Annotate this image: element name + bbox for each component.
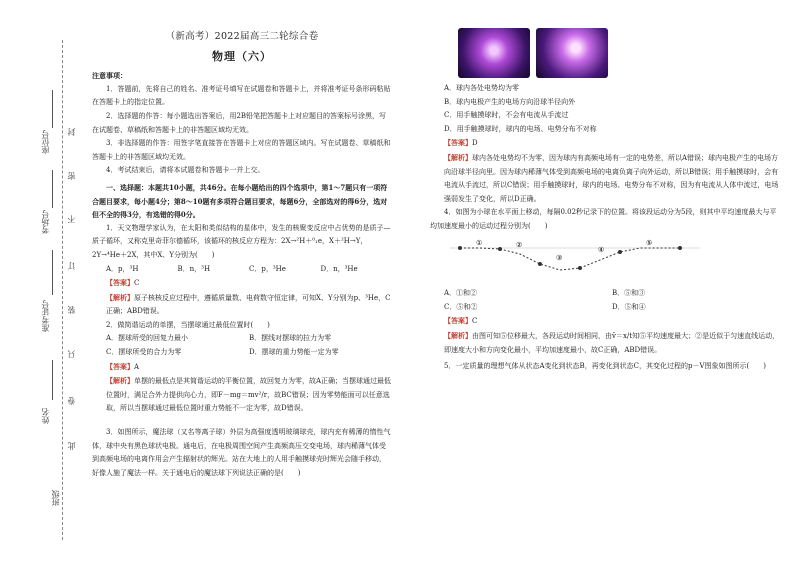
- q2-options-row1: [92, 332, 392, 346]
- q1-option-c: C．p，³He: [249, 264, 286, 273]
- q4-option-b: B．⑤和③: [612, 289, 646, 298]
- seal-char: 不: [67, 215, 76, 223]
- room-field-label: 考场号: [41, 210, 50, 234]
- ball-trajectory-diagram: [450, 238, 700, 280]
- plasma-ball-photo: [458, 28, 608, 78]
- seal-char: 装: [67, 306, 76, 314]
- q2-answer: A: [134, 362, 140, 371]
- position-dot: [618, 250, 622, 254]
- seal-char: 封: [67, 128, 76, 136]
- seal-char: 订: [67, 262, 76, 270]
- q1-option-a: A．p，³H: [106, 264, 139, 273]
- seal-char: 卷: [67, 397, 76, 405]
- analysis-label: 【解析】: [106, 292, 134, 302]
- exam-subtitle: 物理（六）: [212, 49, 272, 63]
- q2-option-d: D．摆球的重力势能一定为零: [249, 348, 339, 357]
- q2-option-b: B．摆线对摆球的拉力为零: [249, 334, 332, 343]
- q3-option-b: B．球内电极产生的电场方向沿球半径向外: [444, 97, 576, 106]
- q4-options-row1: [430, 287, 780, 301]
- q2-option-a: A．摆球所受的回复力最小: [106, 334, 189, 343]
- notice-item: 4．考试结束后，请将本试题卷和答题卡一并上交。: [106, 166, 265, 175]
- segment-marker: ④: [598, 245, 605, 254]
- q1-option-b: B．n，³H: [177, 264, 211, 273]
- q4-text: 4．如图为小球在水平面上移动，每隔0.02秒记录下的位置。将该段运动分为5段，则其中平均速度最大与平均加速度最小的运动过程分别为( ): [430, 208, 777, 230]
- seal-dashed-line: [62, 40, 63, 540]
- position-dot: [458, 246, 462, 250]
- seal-char: 只: [67, 350, 76, 358]
- q1-analysis: 原子核核反应过程中，遵循质量数、电荷数守恒定律，可知X、Y分别为p、³He，C正确；ABD错误。: [106, 293, 391, 316]
- position-dot: [538, 262, 542, 266]
- seat-field-line: [52, 90, 53, 128]
- q4-analysis: 由图可知⑤位移最大，各段运动时间相同，由v̄＝x/t知⑤平均速度最大；②是近似于匀速直线运动，即速度大小和方向变化最小，平均加速度最小，故C正确，ABD错误。: [444, 331, 780, 354]
- room-field-line: [52, 170, 53, 208]
- name-field-line: [52, 360, 53, 400]
- notice-heading: 注意事项：: [92, 71, 127, 81]
- answer-label: 【答案】: [444, 138, 472, 148]
- section-heading: 一、选择题：本题共10小题，共46分。在每小题给出的四个选项中，第1～7题只有一项符合题目要求，每小题4分；第8～10题有多项符合题目要求，每题6分，全部选对的得6分，选对但不全的得3分，有选错的得0分。: [92, 182, 388, 220]
- plasma-ball-image: [458, 28, 530, 78]
- left-column: [92, 18, 392, 480]
- seal-char: 密: [67, 172, 76, 180]
- analysis-label: 【解析】: [106, 376, 134, 386]
- q3-answer: D: [472, 139, 478, 148]
- position-dot: [678, 246, 682, 250]
- notice-item: 3．非选择题的作答：用签字笔直接答在答题卡上对应的答题区域内。写在试题卷、草稿纸和答题卡上的非答题区域均无效。: [92, 139, 391, 161]
- notice-item: 2．选择题的作答：每小题选出答案后，用2B铅笔把答题卡上对应题目的答案标号涂黑，写在试题卷、草稿纸和答题卡上的非答题区域均无效。: [92, 111, 387, 134]
- right-column: [430, 24, 780, 374]
- q1-options: [92, 263, 392, 277]
- segment-marker: ⑤: [646, 238, 653, 247]
- segment-marker: ①: [476, 238, 483, 247]
- answer-label: 【答案】: [106, 278, 134, 288]
- class-field-label: 班级: [51, 490, 60, 506]
- q3-option-c: C．用手触摸球时，不会有电流从手流过: [444, 111, 569, 120]
- notice-item: 1．答题前，先将自己的姓名、准考证号填写在试题卷和答题卡上，并将准考证号条形码粘贴在答题卡上的指定位置。: [92, 84, 391, 107]
- q4-answer: C: [472, 317, 478, 326]
- segment-marker: ②: [516, 240, 523, 249]
- q3-option-d: D．用手触摸球时，球内的电场、电势分布不对称: [444, 124, 597, 133]
- q4-options-row2: [430, 301, 780, 315]
- ticket-field-label: 准考证号: [41, 300, 50, 332]
- position-dot: [498, 247, 502, 251]
- exam-title: （新高考）2022届高三二轮综合卷: [165, 31, 319, 42]
- ticket-field-line: [52, 250, 53, 295]
- seal-char: 此: [67, 442, 76, 450]
- name-field-label: 姓名: [41, 408, 50, 424]
- trajectory-path: [460, 245, 680, 270]
- answer-label: 【答案】: [106, 361, 134, 371]
- q3-option-a: A．球内各处电势均为零: [444, 84, 520, 92]
- q4-option-a: A．①和②: [444, 289, 478, 298]
- q2-option-c: C．摆球所受的合力为零: [106, 348, 182, 357]
- q3-analysis: 球内各处电势均不为零，因为球内有高频电场有一定的电势差，所以A错误；球内电极产生的电场方向沿球半径向里。因为球内稀薄气体受到高频电场的电离负离子向外运动，所以B错误；用手触摸球时，会有电流从手流过，所以C错误；用手触摸球时，球内的电场、电势分布不对称，因为有电流从人体中流过，电场强弱发生了变化，所以D正确。: [444, 153, 779, 203]
- analysis-label: 【解析】: [444, 152, 472, 162]
- seat-field-label: 座位号: [41, 130, 50, 154]
- plasma-ball-touch-image: [536, 28, 608, 78]
- binding-strip: [0, 0, 78, 562]
- q3-text: 3．如图所示，魔法球（又名等离子球）外层为高强度透明玻璃球壳，球内充有稀薄的惰性气体，球中央有黑色球状电极。通电后，在电极周围空间产生高频高压交变电场，球内稀薄气体受到高频电场的电离作用会产生辐射状的辉光。站在大地上的人用手触摸球壳时辉光会随手移动，好像人施了魔法一样。关于通电后的魔法球下列说法正确的是( ): [92, 428, 391, 477]
- q1-option-d: D．n，³He: [320, 264, 358, 273]
- analysis-label: 【解析】: [444, 330, 472, 340]
- q1-answer: C: [134, 279, 140, 288]
- q5-text: 5．一定质量的理想气体从状态A变化到状态B，再变化到状态C，其变化过程的p－V图象如图所示( ): [444, 362, 767, 371]
- q4-option-c: C．⑤和②: [444, 302, 478, 311]
- q4-option-d: D．⑤和④: [612, 302, 646, 311]
- q2-analysis: 单摆的最低点是其简谐运动的平衡位置，故回复力为零，故A正确；当摆球通过最低位置时，满足合外力提供向心力，即F－mg＝mv²/r，故BC错误；因为零势能面可以任意选取，所以当摆球通过最低位置时重力势能不一定为零，故D错误。: [106, 377, 392, 413]
- answer-label: 【答案】: [444, 316, 472, 326]
- segment-marker: ③: [556, 253, 563, 262]
- q2-options-row2: [92, 346, 392, 360]
- position-dot: [578, 266, 582, 270]
- q2-text: 2．做简谐运动的单摆，当摆球通过最低位置时( ): [106, 320, 270, 329]
- q1-text: 1．天文物理学家认为，在太阳和类似结构的星体中，发生的核聚变反应中占优势的是质子—质子循环，又称克里奇菲尔德循环，该循环的核反应方程为：2X→²H＋⁰₁e，X＋²H→Y，2Y→⁴He＋2X，其中X、Y分别为( ): [92, 223, 391, 259]
